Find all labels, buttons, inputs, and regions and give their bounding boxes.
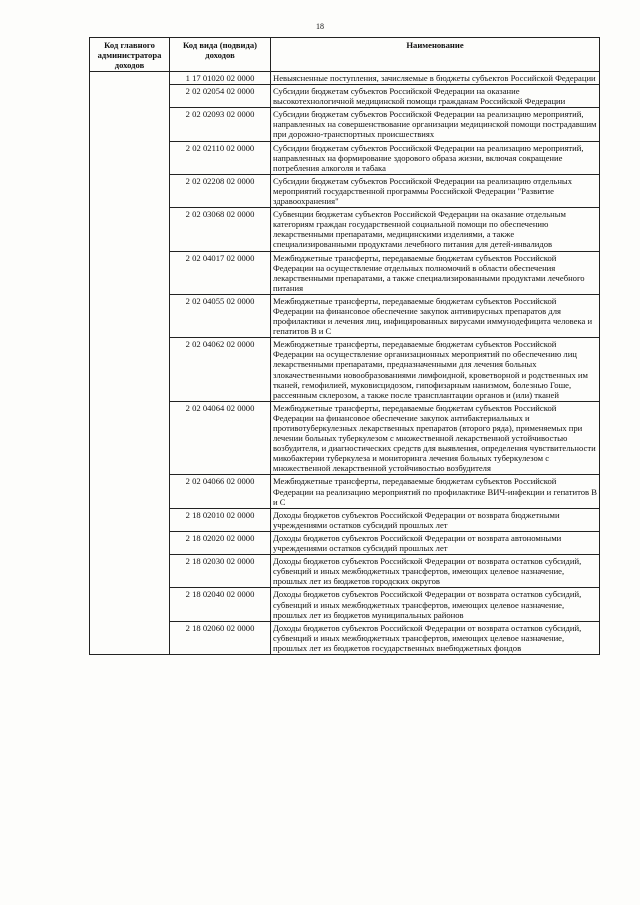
- revenue-code-cell: 2 02 02208 02 0000: [170, 174, 271, 207]
- revenue-code-cell: 1 17 01020 02 0000: [170, 72, 271, 85]
- revenue-code-cell: 2 18 02010 02 0000: [170, 508, 271, 531]
- revenue-code-cell: 2 18 02060 02 0000: [170, 621, 271, 654]
- admin-code-cell: [90, 72, 170, 655]
- revenue-name-cell: Доходы бюджетов субъектов Российской Федерации от возврата автономными учреждениями остатков субсидий прошлых лет: [271, 531, 600, 554]
- table-body: [90, 72, 600, 655]
- revenue-codes-table: [89, 37, 600, 655]
- revenue-name-cell: Межбюджетные трансферты, передаваемые бюджетам субъектов Российской Федерации на реализацию мероприятий по профилактике ВИЧ-инфекции и гепатитов В и С: [271, 475, 600, 508]
- header-revenue-code: Код вида (подвида) доходов: [170, 38, 271, 72]
- revenue-name-cell: Субвенции бюджетам субъектов Российской Федерации на оказание отдельным категориям граждан государственной социальной помощи по обеспечению лекарственными препаратами, медицинскими изделиями, а также специализированными продуктами лечебного питания для детей-инвалидов: [271, 208, 600, 251]
- revenue-code-cell: 2 02 04064 02 0000: [170, 401, 271, 475]
- revenue-code-cell: 2 02 04017 02 0000: [170, 251, 271, 294]
- revenue-name-cell: Субсидии бюджетам субъектов Российской Федерации на реализацию мероприятий, направленных на формирование здорового образа жизни, включая сокращение потребления алкоголя и табака: [271, 141, 600, 174]
- revenue-name-cell: Доходы бюджетов субъектов Российской Федерации от возврата остатков субсидий, субвенций и иных межбюджетных трансфертов, имеющих целевое назначение, прошлых лет из бюджетов государственных внебюджетных фондов: [271, 621, 600, 654]
- revenue-name-cell: Доходы бюджетов субъектов Российской Федерации от возврата бюджетными учреждениями остатков субсидий прошлых лет: [271, 508, 600, 531]
- revenue-code-cell: 2 02 03068 02 0000: [170, 208, 271, 251]
- revenue-name-cell: Невыясненные поступления, зачисляемые в бюджеты субъектов Российской Федерации: [271, 72, 600, 85]
- revenue-code-cell: 2 18 02030 02 0000: [170, 555, 271, 588]
- revenue-code-cell: 2 02 04066 02 0000: [170, 475, 271, 508]
- revenue-name-cell: Субсидии бюджетам субъектов Российской Федерации на реализацию мероприятий, направленных на совершенствование организации медицинской помощи пострадавшим при дорожно-транспортных происшествиях: [271, 108, 600, 141]
- revenue-name-cell: Межбюджетные трансферты, передаваемые бюджетам субъектов Российской Федерации на финансовое обеспечение закупок антибактериальных и противотуберкулезных лекарственных препаратов (второго ряда), применяемых при лечении больных туберкулезом с множественной лекарственной устойчивостью возбудителя, и диагностических средств для выявления, определения чувствительности микобактерии туберкулеза и мониторинга лечения больных туберкулезом с множественной лекарственной устойчивостью возбудителя: [271, 401, 600, 475]
- table-row: [90, 72, 600, 85]
- table-header-row: [90, 38, 600, 72]
- header-name: Наименование: [271, 38, 600, 72]
- page-number: 18: [316, 22, 324, 31]
- revenue-code-cell: 2 02 04062 02 0000: [170, 338, 271, 402]
- revenue-code-cell: 2 02 02093 02 0000: [170, 108, 271, 141]
- revenue-name-cell: Субсидии бюджетам субъектов Российской Федерации на реализацию отдельных мероприятий государственной программы Российской Федерации "Развитие здравоохранения": [271, 174, 600, 207]
- header-admin-code: Код главного администратора доходов: [90, 38, 170, 72]
- revenue-name-cell: Межбюджетные трансферты, передаваемые бюджетам субъектов Российской Федерации на осуществление организационных мероприятий по обеспечению лиц лекарственными препаратами, предназначенными для лечения больных злокачественными новообразованиями лимфоидной, кроветворной и родственных им тканей, гемофилией, муковисцидозом, гипофизарным нанизмом, болезнью Гоше, рассеянным склерозом, а также после трансплантации органов и (или) тканей: [271, 338, 600, 402]
- revenue-name-cell: Доходы бюджетов субъектов Российской Федерации от возврата остатков субсидий, субвенций и иных межбюджетных трансфертов, имеющих целевое назначение, прошлых лет из бюджетов городских округов: [271, 555, 600, 588]
- revenue-code-cell: 2 02 02054 02 0000: [170, 85, 271, 108]
- revenue-code-cell: 2 18 02040 02 0000: [170, 588, 271, 621]
- revenue-name-cell: Межбюджетные трансферты, передаваемые бюджетам субъектов Российской Федерации на осуществление отдельных полномочий в области обеспечения лекарственными препаратами, а также специализированными продуктами лечебного питания: [271, 251, 600, 294]
- revenue-name-cell: Субсидии бюджетам субъектов Российской Федерации на оказание высокотехнологичной медицинской помощи гражданам Российской Федерации: [271, 85, 600, 108]
- revenue-name-cell: Доходы бюджетов субъектов Российской Федерации от возврата остатков субсидий, субвенций и иных межбюджетных трансфертов, имеющих целевое назначение, прошлых лет из бюджетов муниципальных районов: [271, 588, 600, 621]
- revenue-code-cell: 2 18 02020 02 0000: [170, 531, 271, 554]
- revenue-code-cell: 2 02 04055 02 0000: [170, 294, 271, 337]
- revenue-code-cell: 2 02 02110 02 0000: [170, 141, 271, 174]
- revenue-name-cell: Межбюджетные трансферты, передаваемые бюджетам субъектов Российской Федерации на финансовое обеспечение закупок антивирусных препаратов для профилактики и лечения лиц, инфицированных вирусами иммунодефицита человека и гепатитов В и С: [271, 294, 600, 337]
